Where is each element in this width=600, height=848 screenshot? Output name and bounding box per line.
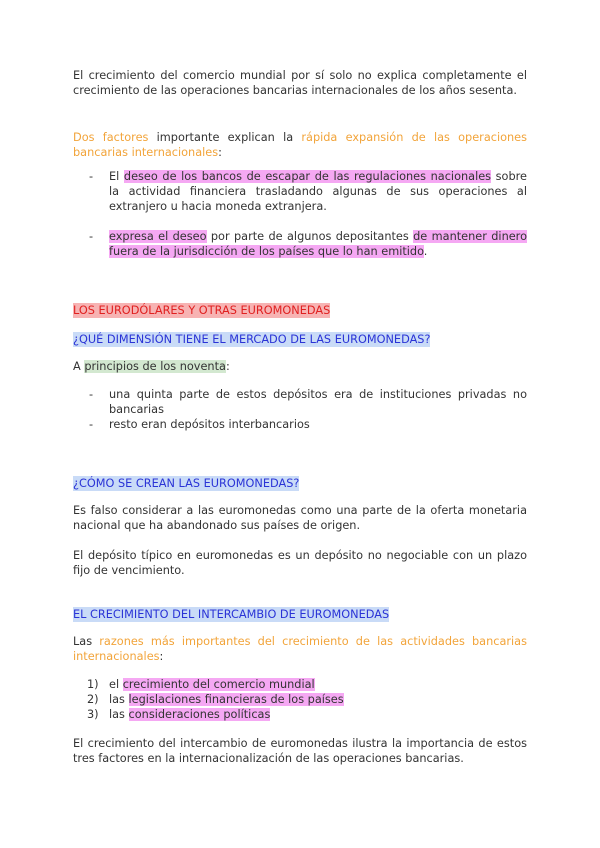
section-title-paragraph <box>73 303 527 318</box>
factors-list <box>73 169 527 259</box>
dash-marker: - <box>89 388 94 401</box>
q2-title-paragraph <box>73 476 527 491</box>
factor-1-post: sobre la actividad financiera trasladando algunas de sus operaciones al extranjero u hacia moneda extranjera. <box>109 170 527 213</box>
q1-list <box>73 387 527 432</box>
list-item <box>73 707 527 722</box>
factors-middle: importante explican la <box>148 131 302 144</box>
list-item <box>73 387 527 417</box>
q1-pre: A <box>73 360 85 373</box>
dash-marker: - <box>89 230 94 243</box>
list-number: 3) <box>87 708 99 721</box>
q2-paragraph-2: El depósito típico en euromonedas es un depósito no negociable con un plazo fijo de vencimiento. <box>73 549 527 577</box>
q1-title-paragraph <box>73 332 527 347</box>
growth-end: : <box>159 650 164 663</box>
list-number: 2) <box>87 693 99 706</box>
q2-title: ¿CÓMO SE CREAN LAS EUROMONEDAS? <box>73 477 300 490</box>
q2-paragraph-1: Es falso considerar a las euromonedas como una parte de la oferta monetaria nacional que ha abandonado sus países de origen. <box>73 504 527 532</box>
growth-title-paragraph <box>73 607 527 622</box>
intro-paragraph: El crecimiento del comercio mundial por sí solo no explica completamente el crecimiento de las operaciones bancarias internacionales de los años sesenta. <box>73 69 527 97</box>
list-item <box>73 417 527 432</box>
q1-item-1: una quinta parte de estos depósitos era de instituciones privadas no bancarias <box>109 388 527 416</box>
factor-1-pre: El <box>109 170 124 183</box>
growth-lead-paragraph <box>73 634 527 664</box>
q1-post: : <box>225 360 230 373</box>
growth-item-2-highlight: legislaciones financieras de los países <box>128 693 344 706</box>
growth-item-3-highlight: consideraciones políticas <box>128 708 271 721</box>
q1-title: ¿QUÉ DIMENSIÓN TIENE EL MERCADO DE LAS EUROMONEDAS? <box>73 333 431 346</box>
factor-1-highlight: deseo de los bancos de escapar de las regulaciones nacionales <box>123 170 492 183</box>
factor-2-highlight: expresa el deseo <box>109 230 207 243</box>
factor-2-mid: por parte de algunos depositantes <box>206 230 414 243</box>
factors-lead: Dos factores <box>73 131 149 144</box>
q1-item-2: resto eran depósitos interbancarios <box>109 418 310 431</box>
document-page <box>73 68 527 766</box>
factor-2-highlight2: de mantener dinero fuera de la jurisdicción de los países que lo han emitido <box>109 230 527 258</box>
list-item <box>73 677 527 692</box>
dash-marker: - <box>89 170 94 183</box>
growth-item-1-pre: el <box>109 678 123 691</box>
q1-lead <box>73 359 527 374</box>
q1-highlight: principios de los noventa <box>84 360 226 373</box>
list-item <box>73 229 527 259</box>
growth-list <box>73 677 527 722</box>
factors-end: : <box>218 146 222 159</box>
factor-2-post: . <box>423 245 428 258</box>
growth-conclusion: El crecimiento del intercambio de euromonedas ilustra la importancia de estos tres factores en la internacionalización de las operaciones bancarias. <box>73 737 527 765</box>
growth-item-1-highlight: crecimiento del comercio mundial <box>122 678 315 691</box>
factors-paragraph <box>73 130 527 160</box>
growth-item-2-pre: las <box>109 693 129 706</box>
growth-title: EL CRECIMIENTO DEL INTERCAMBIO DE EUROMONEDAS <box>73 608 390 621</box>
section-title: LOS EURODÓLARES Y OTRAS EUROMONEDAS <box>73 304 331 317</box>
growth-reasons: razones más importantes del crecimiento de las actividades bancarias internacionales <box>73 635 527 663</box>
dash-marker: - <box>89 418 94 431</box>
list-number: 1) <box>87 678 99 691</box>
factors-topic: rápida expansión de las operaciones bancarias internacionales <box>73 131 527 159</box>
growth-lead: Las <box>73 635 100 648</box>
list-item <box>73 692 527 707</box>
growth-item-3-pre: las <box>109 708 129 721</box>
list-item <box>73 169 527 214</box>
